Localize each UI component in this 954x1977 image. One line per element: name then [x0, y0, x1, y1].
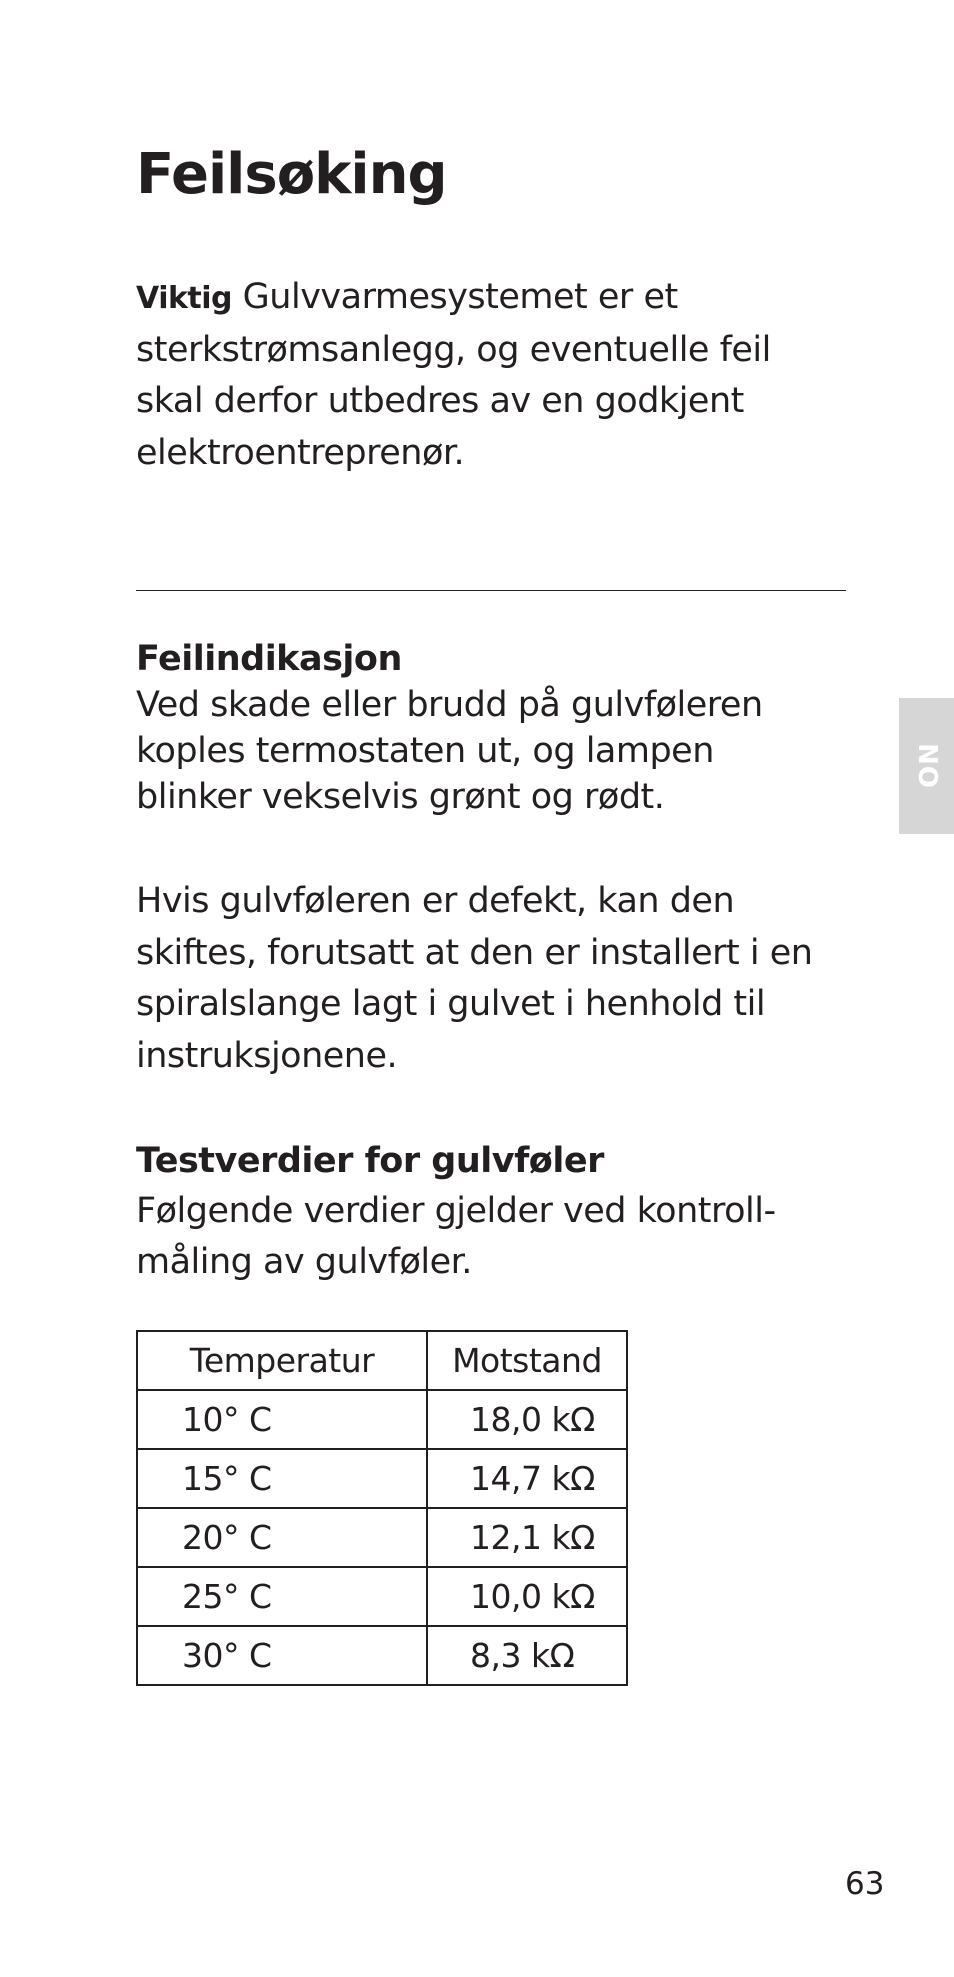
defekt-line: spiralslange lagt i gulvet i henhold til — [136, 984, 766, 1024]
table-row — [137, 1567, 627, 1626]
table-row — [137, 1508, 627, 1567]
feilindikasjon-text — [136, 682, 876, 820]
testverdier-text — [136, 1186, 876, 1288]
table-header-row — [137, 1331, 627, 1390]
testverdier-line: Følgende verdier gjelder ved kontroll- — [136, 1191, 776, 1231]
resistance-cell: 8,3 kΩ — [427, 1626, 627, 1685]
language-tab — [899, 698, 954, 834]
page-number: 63 — [845, 1866, 885, 1902]
defekt-line: skiftes, forutsatt at den er installert i en — [136, 932, 813, 973]
section-divider — [136, 590, 846, 591]
intro-line: elektroentreprenør. — [136, 432, 465, 473]
defekt-section — [136, 876, 876, 1082]
feilindikasjon-line: koples termostaten ut, og lampen — [136, 731, 714, 771]
test-values-table — [136, 1330, 628, 1686]
intro-line: skal derfor utbedres av en godkjent — [136, 381, 744, 421]
temperature-cell: 25° C — [137, 1567, 427, 1626]
temperature-cell: 20° C — [137, 1508, 427, 1567]
defekt-line: instruksjonene. — [136, 1035, 398, 1076]
language-tab-label: NO — [911, 743, 942, 789]
temperature-cell: 10° C — [137, 1390, 427, 1449]
intro-line: Gulvvarmesystemet er et — [242, 277, 678, 317]
resistance-cell: 10,0 kΩ — [427, 1567, 627, 1626]
resistance-cell: 18,0 kΩ — [427, 1390, 627, 1449]
testverdier-section — [136, 1136, 876, 1288]
table-row — [137, 1626, 627, 1685]
column-header-temperature: Temperatur — [137, 1331, 427, 1390]
table-row — [137, 1449, 627, 1508]
intro-line: sterkstrømsanlegg, og eventuelle feil — [136, 329, 771, 370]
intro-lead: Viktig — [136, 281, 233, 316]
feilindikasjon-section — [136, 636, 876, 820]
defekt-text — [136, 876, 876, 1082]
temperature-cell: 30° C — [137, 1626, 427, 1685]
feilindikasjon-heading: Feilindikasjon — [136, 639, 402, 679]
intro-paragraph — [136, 272, 856, 479]
resistance-cell: 14,7 kΩ — [427, 1449, 627, 1508]
resistance-cell: 12,1 kΩ — [427, 1508, 627, 1567]
table-row — [137, 1390, 627, 1449]
page-title: Feilsøking — [136, 142, 447, 207]
column-header-resistance: Motstand — [427, 1331, 627, 1390]
feilindikasjon-line: Ved skade eller brudd på gulvføleren — [136, 685, 763, 725]
temperature-cell: 15° C — [137, 1449, 427, 1508]
testverdier-line: måling av gulvføler. — [136, 1242, 472, 1282]
feilindikasjon-line: blinker vekselvis grønt og rødt. — [136, 777, 665, 817]
testverdier-heading: Testverdier for gulvføler — [136, 1141, 604, 1181]
defekt-line: Hvis gulvføleren er defekt, kan den — [136, 881, 735, 921]
